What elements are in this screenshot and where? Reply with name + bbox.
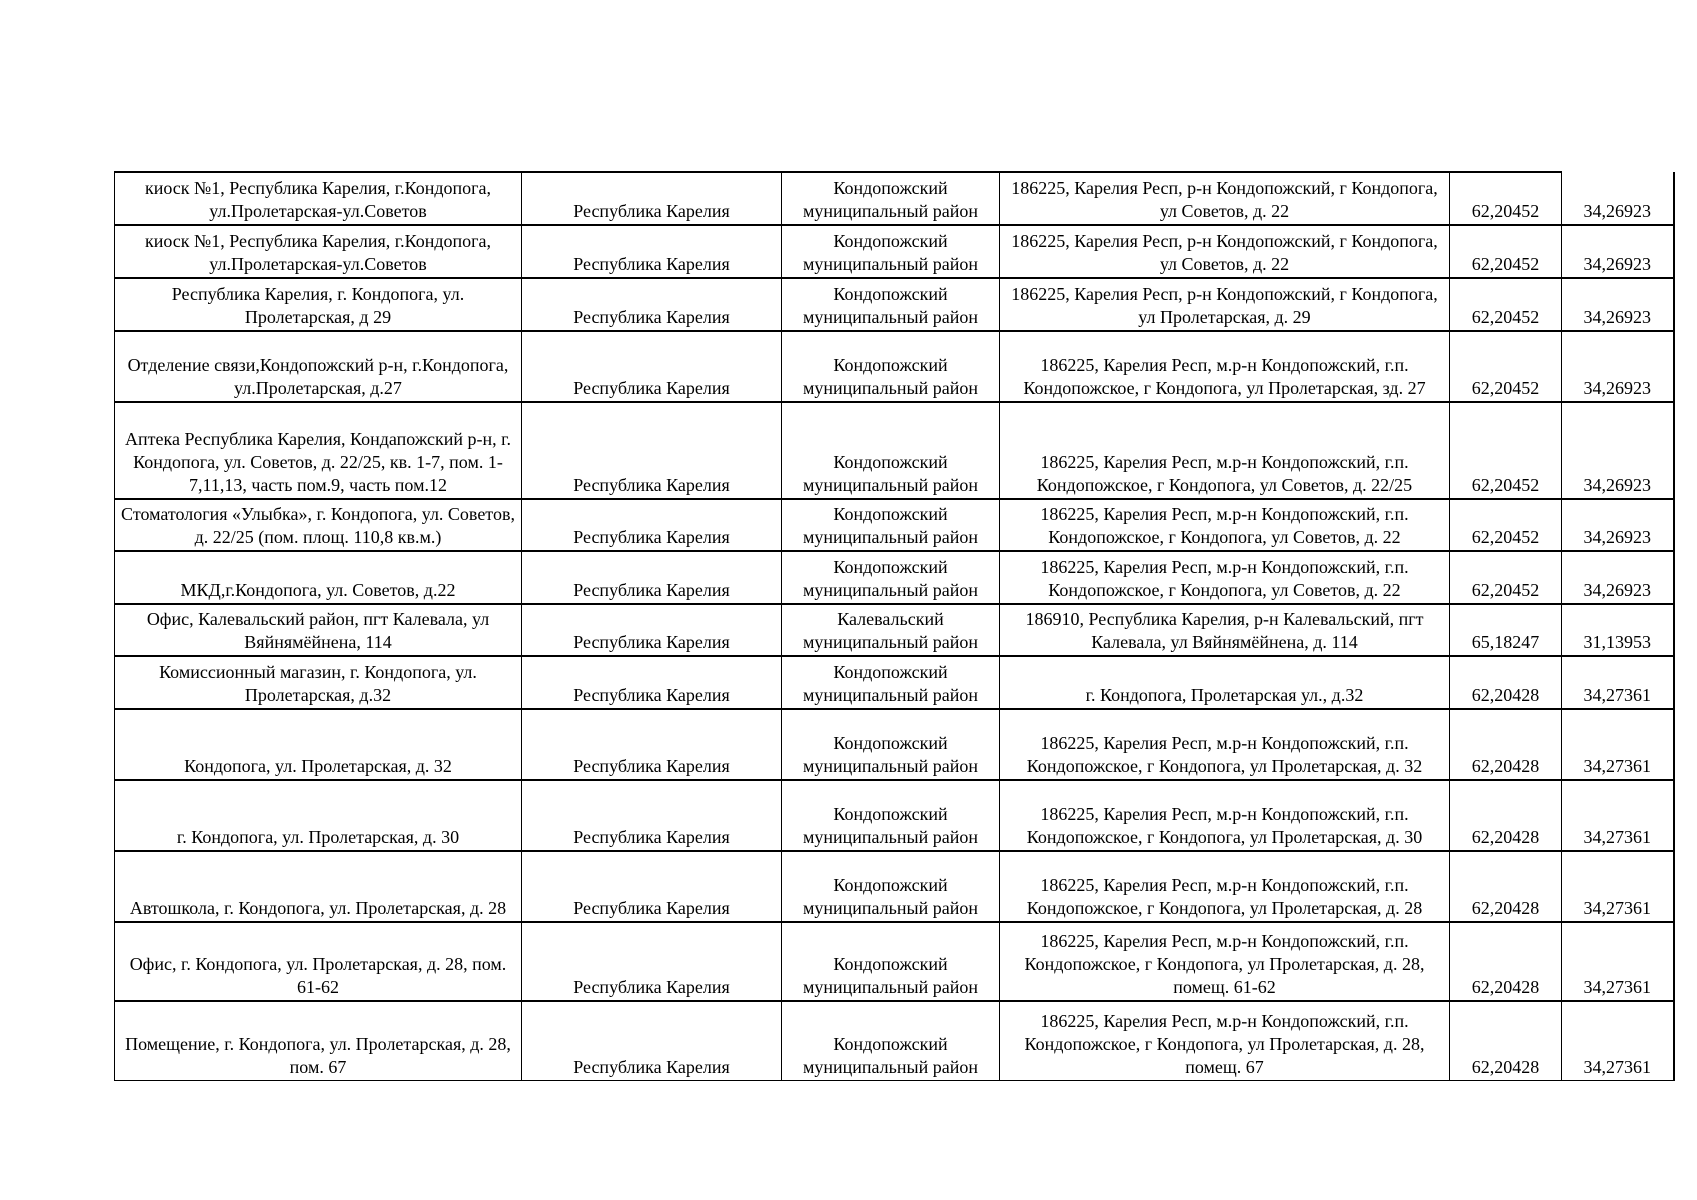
address-cell: 186225, Карелия Респ, м.р-н Кондопожский, г.п. Кондопожское, г Кондопога, ул Пролетарская, д. 28, помещ. 67 (1000, 1001, 1450, 1080)
table-row (115, 499, 1674, 551)
longitude-cell: 34,26923 (1562, 225, 1674, 278)
location-cell: Республика Карелия, г. Кондопога, ул. Пролетарская, д 29 (115, 278, 522, 331)
address-cell: 186225, Карелия Респ, м.р-н Кондопожский, г.п. Кондопожское, г Кондопога, ул Пролетарская, д. 28 (1000, 851, 1450, 922)
location-cell: Комиссионный магазин, г. Кондопога, ул. Пролетарская, д.32 (115, 656, 522, 709)
table-row (115, 922, 1674, 1001)
latitude-cell: 65,18247 (1450, 604, 1562, 656)
longitude-cell: 34,27361 (1562, 780, 1674, 851)
address-cell: 186225, Карелия Респ, м.р-н Кондопожский, г.п. Кондопожское, г Кондопога, ул Пролетарская, д. 30 (1000, 780, 1450, 851)
table-row (115, 331, 1674, 402)
table-row (115, 402, 1674, 499)
longitude-cell: 31,13953 (1562, 604, 1674, 656)
table-row (115, 604, 1674, 656)
address-cell: 186910, Республика Карелия, р-н Калевальский, пгт Калевала, ул Вяйнямёйнена, д. 114 (1000, 604, 1450, 656)
longitude-cell: 34,26923 (1562, 172, 1674, 225)
address-cell: г. Кондопога, Пролетарская ул., д.32 (1000, 656, 1450, 709)
longitude-cell: 34,27361 (1562, 656, 1674, 709)
latitude-cell: 62,20452 (1450, 278, 1562, 331)
location-cell: Офис, г. Кондопога, ул. Пролетарская, д. 28, пом. 61-62 (115, 922, 522, 1001)
latitude-cell: 62,20452 (1450, 225, 1562, 278)
latitude-cell: 62,20428 (1450, 780, 1562, 851)
district-cell: Кондопожский муниципальный район (782, 922, 1000, 1001)
longitude-cell: 34,26923 (1562, 331, 1674, 402)
address-cell: 186225, Карелия Респ, м.р-н Кондопожский, г.п. Кондопожское, г Кондопога, ул Советов, д. 22/25 (1000, 402, 1450, 499)
district-cell: Кондопожский муниципальный район (782, 780, 1000, 851)
longitude-cell: 34,27361 (1562, 922, 1674, 1001)
location-cell: Автошкола, г. Кондопога, ул. Пролетарская, д. 28 (115, 851, 522, 922)
table-row (115, 851, 1674, 922)
address-cell: 186225, Карелия Респ, м.р-н Кондопожский, г.п. Кондопожское, г Кондопога, ул Пролетарская, д. 28, помещ. 61-62 (1000, 922, 1450, 1001)
latitude-cell: 62,20428 (1450, 1001, 1562, 1080)
district-cell: Кондопожский муниципальный район (782, 656, 1000, 709)
location-cell: киоск №1, Республика Карелия, г.Кондопога, ул.Пролетарская-ул.Советов (115, 225, 522, 278)
region-cell: Республика Карелия (522, 331, 782, 402)
latitude-cell: 62,20452 (1450, 402, 1562, 499)
table-row (115, 551, 1674, 604)
district-cell: Кондопожский муниципальный район (782, 331, 1000, 402)
region-cell: Республика Карелия (522, 278, 782, 331)
location-cell: Помещение, г. Кондопога, ул. Пролетарская, д. 28, пом. 67 (115, 1001, 522, 1080)
table-row (115, 278, 1674, 331)
address-cell: 186225, Карелия Респ, м.р-н Кондопожский, г.п. Кондопожское, г Кондопога, ул Советов, д. 22 (1000, 551, 1450, 604)
longitude-cell: 34,27361 (1562, 709, 1674, 780)
region-cell: Республика Карелия (522, 851, 782, 922)
longitude-cell: 34,26923 (1562, 551, 1674, 604)
district-cell: Кондопожский муниципальный район (782, 172, 1000, 225)
region-cell: Республика Карелия (522, 225, 782, 278)
longitude-cell: 34,27361 (1562, 851, 1674, 922)
address-cell: 186225, Карелия Респ, м.р-н Кондопожский, г.п. Кондопожское, г Кондопога, ул Пролетарская, зд. 27 (1000, 331, 1450, 402)
region-cell: Республика Карелия (522, 551, 782, 604)
district-cell: Кондопожский муниципальный район (782, 709, 1000, 780)
latitude-cell: 62,20428 (1450, 656, 1562, 709)
district-cell: Кондопожский муниципальный район (782, 402, 1000, 499)
region-cell: Республика Карелия (522, 780, 782, 851)
region-cell: Республика Карелия (522, 922, 782, 1001)
latitude-cell: 62,20452 (1450, 331, 1562, 402)
address-cell: 186225, Карелия Респ, м.р-н Кондопожский, г.п. Кондопожское, г Кондопога, ул Пролетарская, д. 32 (1000, 709, 1450, 780)
latitude-cell: 62,20452 (1450, 499, 1562, 551)
region-cell: Республика Карелия (522, 709, 782, 780)
region-cell: Республика Карелия (522, 499, 782, 551)
district-cell: Кондопожский муниципальный район (782, 1001, 1000, 1080)
address-cell: 186225, Карелия Респ, м.р-н Кондопожский, г.п. Кондопожское, г Кондопога, ул Советов, д. 22 (1000, 499, 1450, 551)
address-cell: 186225, Карелия Респ, р-н Кондопожский, г Кондопога, ул Советов, д. 22 (1000, 225, 1450, 278)
region-cell: Республика Карелия (522, 172, 782, 225)
latitude-cell: 62,20428 (1450, 922, 1562, 1001)
location-cell: Отделение связи,Кондопожский р-н, г.Кондопога, ул.Пролетарская, д.27 (115, 331, 522, 402)
region-cell: Республика Карелия (522, 1001, 782, 1080)
table-row (115, 656, 1674, 709)
latitude-cell: 62,20452 (1450, 551, 1562, 604)
table-row (115, 172, 1674, 225)
location-cell: Кондопога, ул. Пролетарская, д. 32 (115, 709, 522, 780)
district-cell: Кондопожский муниципальный район (782, 278, 1000, 331)
table-row (115, 780, 1674, 851)
district-cell: Кондопожский муниципальный район (782, 225, 1000, 278)
longitude-cell: 34,27361 (1562, 1001, 1674, 1080)
table-row (115, 709, 1674, 780)
longitude-cell: 34,26923 (1562, 499, 1674, 551)
address-cell: 186225, Карелия Респ, р-н Кондопожский, г Кондопога, ул Советов, д. 22 (1000, 172, 1450, 225)
latitude-cell: 62,20428 (1450, 851, 1562, 922)
district-cell: Кондопожский муниципальный район (782, 551, 1000, 604)
location-cell: МКД,г.Кондопога, ул. Советов, д.22 (115, 551, 522, 604)
district-cell: Кондопожский муниципальный район (782, 851, 1000, 922)
table-row (115, 1001, 1674, 1080)
region-cell: Республика Карелия (522, 656, 782, 709)
location-cell: г. Кондопога, ул. Пролетарская, д. 30 (115, 780, 522, 851)
address-table (114, 171, 1675, 1081)
longitude-cell: 34,26923 (1562, 402, 1674, 499)
location-cell: Офис, Калевальский район, пгт Калевала, ул Вяйнямёйнена, 114 (115, 604, 522, 656)
address-cell: 186225, Карелия Респ, р-н Кондопожский, г Кондопога, ул Пролетарская, д. 29 (1000, 278, 1450, 331)
region-cell: Республика Карелия (522, 604, 782, 656)
location-cell: киоск №1, Республика Карелия, г.Кондопога, ул.Пролетарская-ул.Советов (115, 172, 522, 225)
location-cell: Аптека Республика Карелия, Кондапожский р-н, г. Кондопога, ул. Советов, д. 22/25, кв. 1-7, пом. 1-7,11,13, часть пом.9, часть пом.12 (115, 402, 522, 499)
district-cell: Кондопожский муниципальный район (782, 499, 1000, 551)
district-cell: Калевальский муниципальный район (782, 604, 1000, 656)
region-cell: Республика Карелия (522, 402, 782, 499)
longitude-cell: 34,26923 (1562, 278, 1674, 331)
table-row (115, 225, 1674, 278)
latitude-cell: 62,20428 (1450, 709, 1562, 780)
latitude-cell: 62,20452 (1450, 172, 1562, 225)
location-cell: Стоматология «Улыбка», г. Кондопога, ул. Советов, д. 22/25 (пом. площ. 110,8 кв.м.) (115, 499, 522, 551)
